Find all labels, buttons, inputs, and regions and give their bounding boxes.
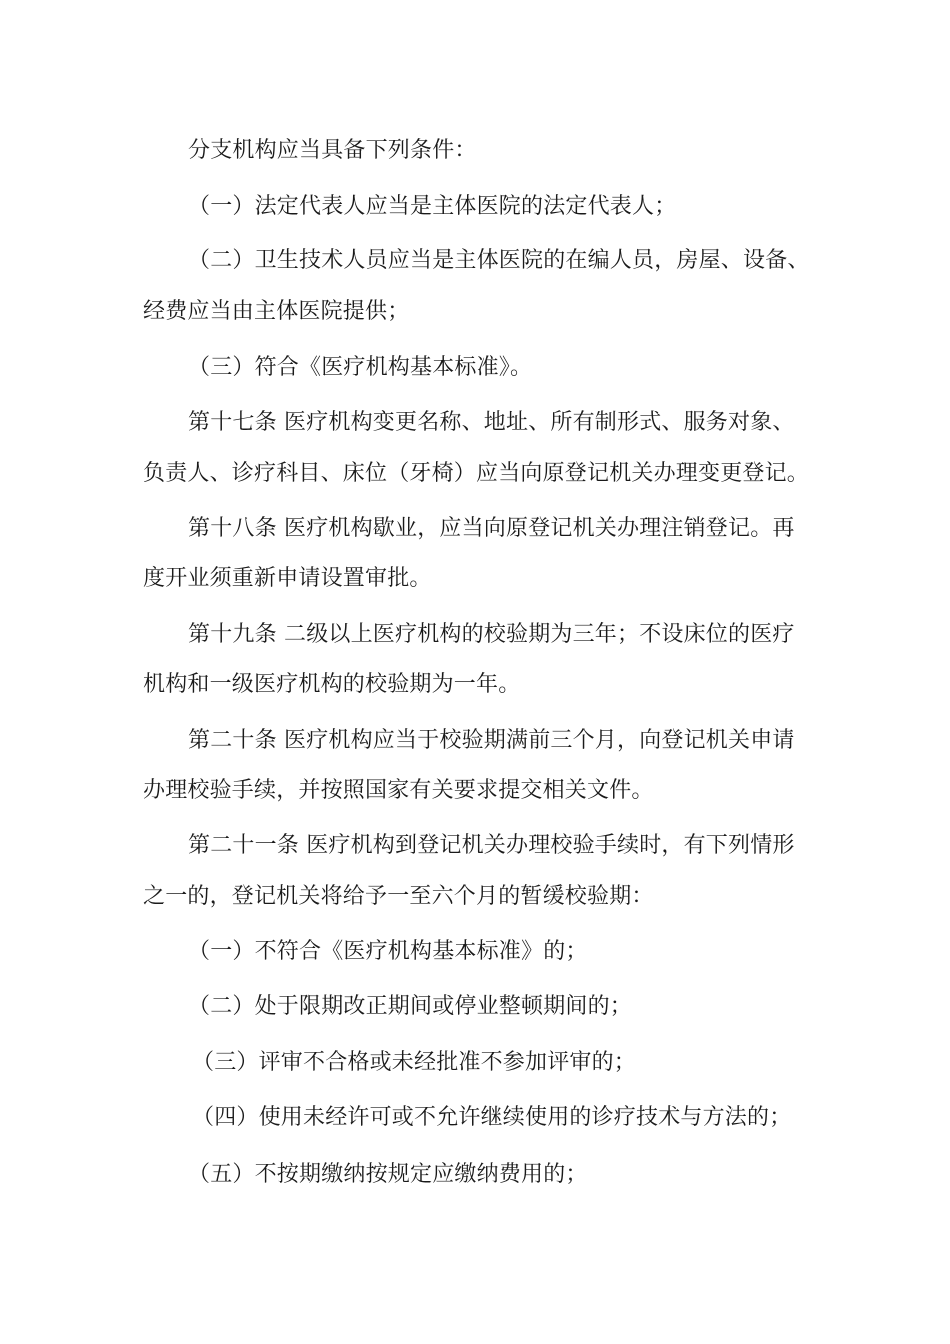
text-line: （二）处于限期改正期间或停业整顿期间的；: [188, 994, 633, 1019]
text-line: 经费应当由主体医院提供；: [143, 299, 410, 324]
text-line: （四）使用未经许可或不允许继续使用的诊疗技术与方法的；: [192, 1105, 792, 1130]
text-line: 度开业须重新申请设置审批。: [143, 566, 432, 591]
text-line: （二）卫生技术人员应当是主体医院的在编人员，房屋、设备、: [188, 248, 810, 273]
text-line: 第二十条 医疗机构应当于校验期满前三个月，向登记机关申请: [188, 728, 795, 753]
text-line: 分支机构应当具备下列条件：: [188, 138, 477, 163]
text-line: （一）不符合《医疗机构基本标准》的；: [188, 939, 588, 964]
text-line: （三）符合《医疗机构基本标准》。: [188, 355, 533, 380]
text-line: 第十九条 二级以上医疗机构的校验期为三年；不设床位的医疗: [188, 622, 795, 647]
text-line: 负责人、诊疗科目、床位（牙椅）应当向原登记机关办理变更登记。: [143, 461, 810, 486]
text-line: （一）法定代表人应当是主体医院的法定代表人；: [188, 194, 677, 219]
text-line: 之一的，登记机关将给予一至六个月的暂缓校验期：: [143, 884, 654, 909]
text-line: （三）评审不合格或未经批准不参加评审的；: [192, 1050, 637, 1075]
text-line: 第十七条 医疗机构变更名称、地址、所有制形式、服务对象、: [188, 410, 795, 435]
text-line: 第二十一条 医疗机构到登记机关办理校验手续时，有下列情形: [188, 833, 795, 858]
text-line: 第十八条 医疗机构歇业，应当向原登记机关办理注销登记。再: [188, 516, 795, 541]
text-line: （五）不按期缴纳按规定应缴纳费用的；: [188, 1162, 588, 1187]
text-line: 机构和一级医疗机构的校验期为一年。: [143, 672, 521, 697]
text-line: 办理校验手续，并按照国家有关要求提交相关文件。: [143, 778, 654, 803]
